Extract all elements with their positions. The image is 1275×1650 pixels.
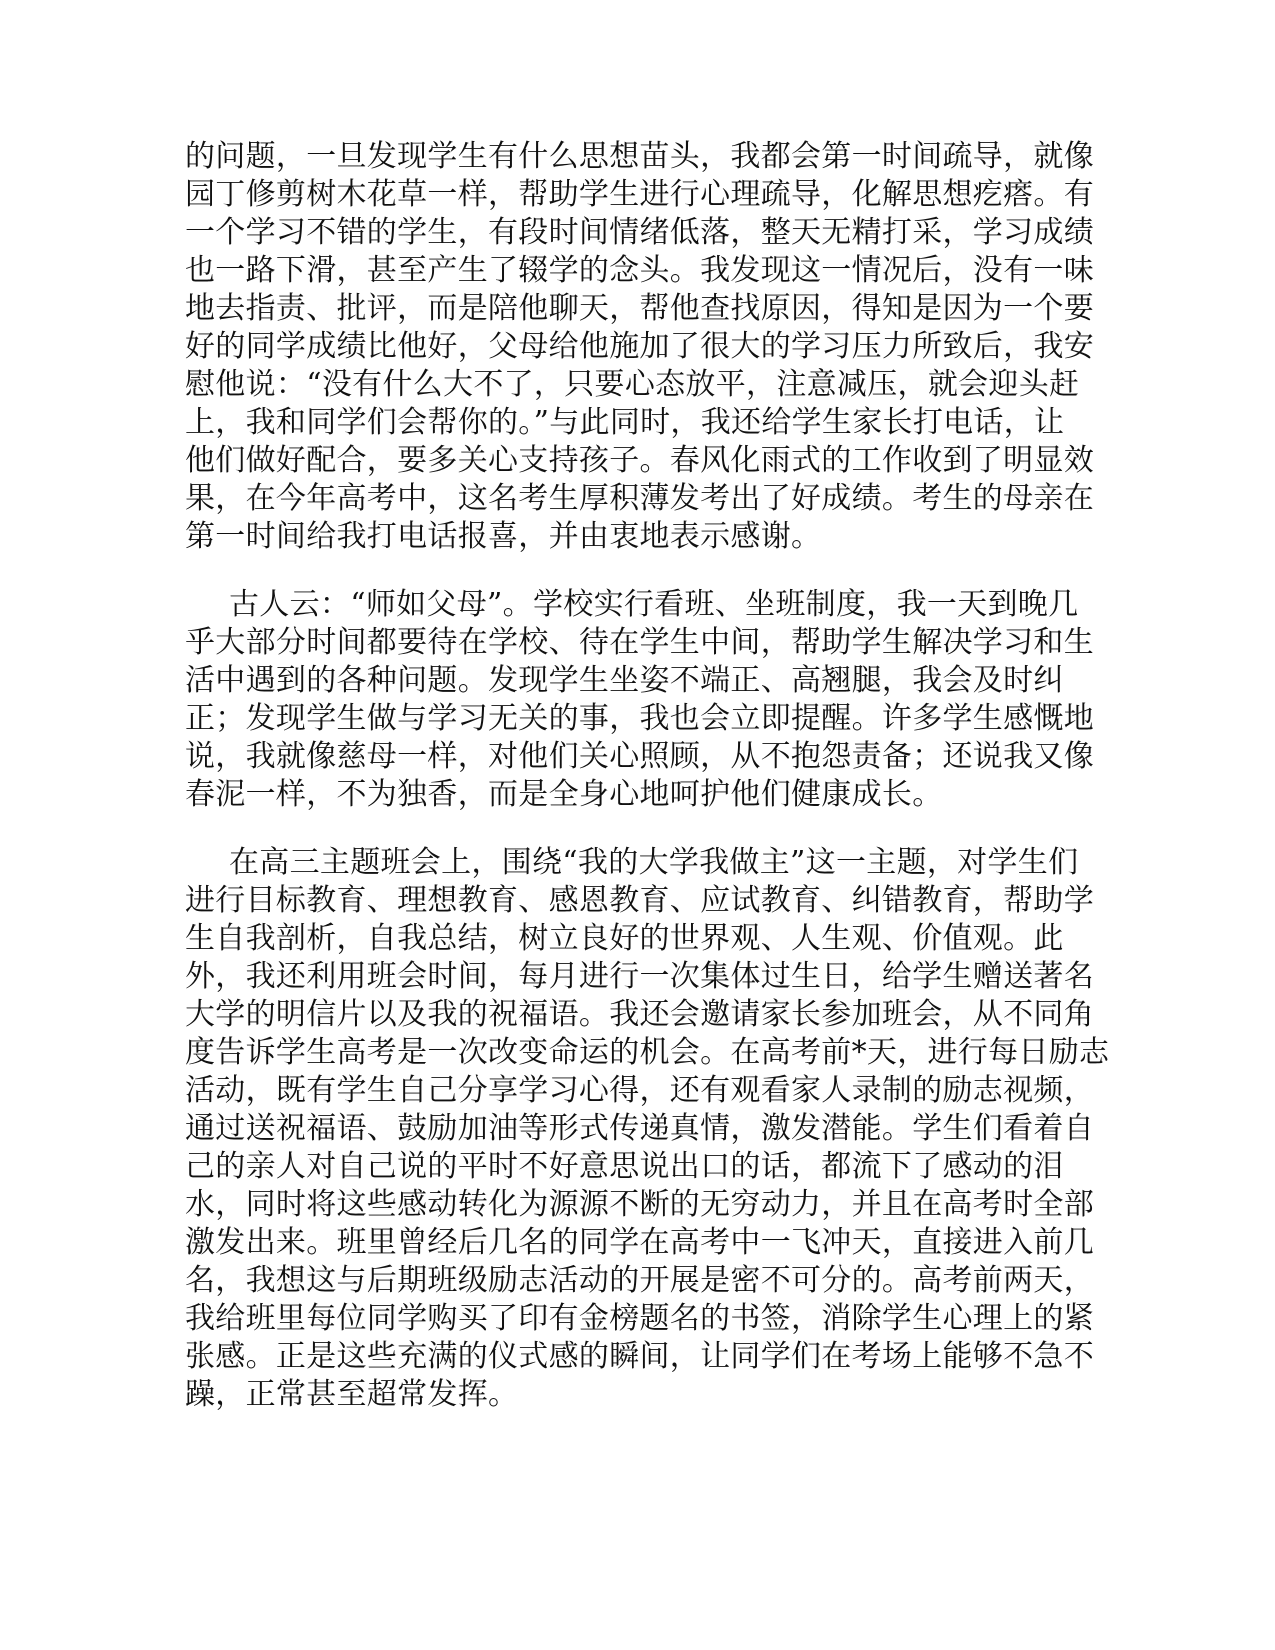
text-line: 张感。正是这些充满的仪式感的瞬间，让同学们在考场上能够不急不: [185, 1339, 1094, 1374]
text-line: 的问题，一旦发现学生有什么思想苗头，我都会第一时间疏导，就像: [185, 139, 1094, 174]
text-line: 第一时间给我打电话报喜，并由衷地表示感谢。: [185, 519, 822, 554]
text-line: 说，我就像慈母一样，对他们关心照顾，从不抱怨责备；还说我又像: [185, 739, 1094, 774]
text-line: 大学的明信片以及我的祝福语。我还会邀请家长参加班会，从不同角: [185, 997, 1094, 1032]
text-line: 好的同学成绩比他好，父母给他施加了很大的学习压力所致后，我安: [185, 329, 1094, 364]
document-page: [185, 138, 1110, 1444]
text-line: 一个学习不错的学生，有段时间情绪低落，整天无精打采，学习成绩: [185, 215, 1094, 250]
text-line: 园丁修剪树木花草一样，帮助学生进行心理疏导，化解思想疙瘩。有: [185, 177, 1094, 212]
text-line: 躁，正常甚至超常发挥。: [185, 1377, 519, 1412]
text-line: 果，在今年高考中，这名考生厚积薄发考出了好成绩。考生的母亲在: [185, 481, 1094, 516]
text-line: 上，我和同学们会帮你的。”与此同时，我还给学生家长打电话，让: [185, 405, 1065, 440]
text-line: 生自我剖析，自我总结，树立良好的世界观、人生观、价值观。此: [185, 921, 1064, 956]
text-line: 在高三主题班会上，围绕“我的大学我做主”这一主题，对学生们: [229, 845, 1079, 880]
paragraph-2: [185, 586, 1094, 814]
text-line: 我给班里每位同学购买了印有金榜题名的书签，消除学生心理上的紧: [185, 1301, 1094, 1336]
paragraph-1: [185, 138, 1094, 556]
text-line: 春泥一样，不为独香，而是全身心地呵护他们健康成长。: [185, 777, 943, 812]
text-line: 度告诉学生高考是一次改变命运的机会。在高考前*天，进行每日励志: [185, 1035, 1110, 1070]
text-line: 他们做好配合，要多关心支持孩子。春风化雨式的工作收到了明显效: [185, 443, 1094, 478]
text-line: 进行目标教育、理想教育、感恩教育、应试教育、纠错教育，帮助学: [185, 883, 1094, 918]
paragraph-3: [185, 844, 1110, 1414]
text-line: 慰他说：“没有什么大不了，只要心态放平，注意减压，就会迎头赶: [185, 367, 1080, 402]
text-line: 通过送祝福语、鼓励加油等形式传递真情，激发潜能。学生们看着自: [185, 1111, 1094, 1146]
text-line: 正；发现学生做与学习无关的事，我也会立即提醒。许多学生感慨地: [185, 701, 1094, 736]
text-line: 名，我想这与后期班级励志活动的开展是密不可分的。高考前两天，: [185, 1263, 1094, 1298]
text-line: 活动，既有学生自己分享学习心得，还有观看家人录制的励志视频，: [185, 1073, 1094, 1108]
text-line: 乎大部分时间都要待在学校、待在学生中间，帮助学生解决学习和生: [185, 625, 1094, 660]
text-line: 外，我还利用班会时间，每月进行一次集体过生日，给学生赠送著名: [185, 959, 1094, 994]
text-line: 己的亲人对自己说的平时不好意思说出口的话，都流下了感动的泪: [185, 1149, 1064, 1184]
text-line: 古人云：“师如父母”。学校实行看班、坐班制度，我一天到晚几: [229, 587, 1079, 622]
text-line: 地去指责、批评，而是陪他聊天，帮他查找原因，得知是因为一个要: [185, 291, 1094, 326]
text-line: 也一路下滑，甚至产生了辍学的念头。我发现这一情况后，没有一味: [185, 253, 1094, 288]
text-line: 水，同时将这些感动转化为源源不断的无穷动力，并且在高考时全部: [185, 1187, 1094, 1222]
text-line: 活中遇到的各种问题。发现学生坐姿不端正、高翘腿，我会及时纠: [185, 663, 1064, 698]
text-line: 激发出来。班里曾经后几名的同学在高考中一飞冲天，直接进入前几: [185, 1225, 1094, 1260]
